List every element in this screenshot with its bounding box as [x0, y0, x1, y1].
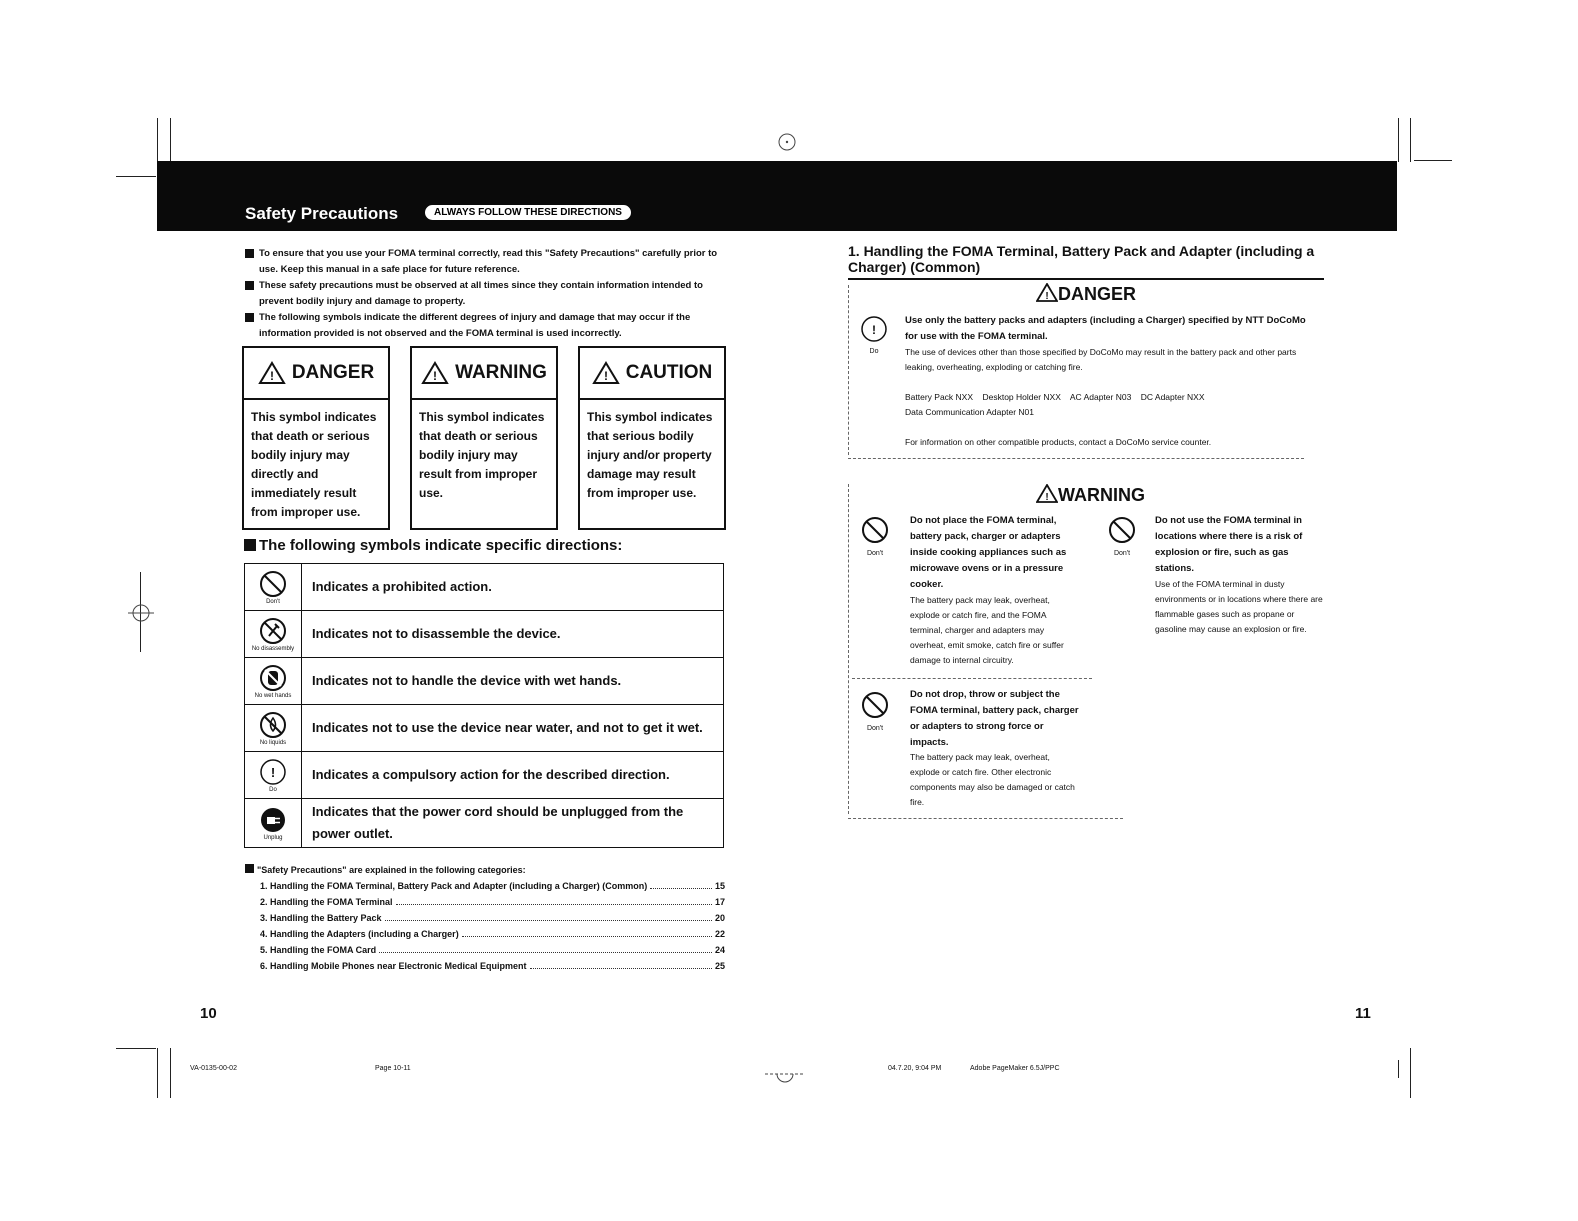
symbol-label: No wet hands	[254, 693, 292, 699]
crop-mark	[1398, 1060, 1399, 1078]
dont-label: Don't	[866, 550, 884, 557]
danger-section-heading: ! DANGER	[1036, 283, 1136, 305]
symbol-description: Indicates a compulsory action for the described direction.	[312, 767, 670, 782]
warning-frame-left	[848, 484, 849, 814]
warning-triangle-icon	[1036, 484, 1058, 503]
danger-main-text: Use only the battery packs and adapters (including a Charger) specified by NTT DoCoMo for use with the FOMA terminal.	[905, 315, 1306, 342]
prohibited-icon	[258, 569, 288, 599]
symbol-label: Unplug	[263, 835, 283, 841]
registration-mark-icon	[128, 600, 154, 626]
intro-bullet: To ensure that you use your FOMA terminal correctly, read this "Safety Precautions" carefully prior to use. Keep this manual in a safe place for future reference.	[245, 246, 725, 278]
danger-frame-bottom	[848, 458, 1304, 459]
prohibited-icon	[1107, 515, 1137, 545]
symbol-label: Don't	[266, 599, 280, 605]
warning-box-header	[412, 348, 556, 400]
warning-item-main: Do not use the FOMA terminal in locations where there is a risk of explosion or fire, such as gas stations.	[1155, 515, 1303, 574]
symbol-label: No disassembly	[251, 646, 295, 652]
no-liquids-icon	[258, 710, 288, 740]
symbols-heading: The following symbols indicate specific directions:	[244, 537, 622, 554]
crop-mark	[1410, 118, 1411, 162]
svg-text:!: !	[433, 369, 438, 383]
toc-item[interactable]: 4. Handling the Adapters (including a Charger) 22	[245, 926, 725, 942]
danger-title: DANGER	[291, 362, 375, 383]
danger-frame-left	[848, 285, 849, 455]
svg-text:!: !	[269, 369, 274, 383]
footer-pages: Page 10-11	[375, 1065, 411, 1072]
crop-mark	[170, 118, 171, 162]
crop-mark	[116, 1048, 156, 1049]
symbol-description: Indicates that the power cord should be unplugged from the power outlet.	[312, 804, 684, 841]
warning-item-detail: The battery pack may leak, overheat, explode or catch fire, and the FOMA terminal, charger and adapters may overheat, emit smoke, catch fire or suffer damage to internal circuitry.	[910, 595, 1064, 665]
warning-section-heading: ! WARNING	[1036, 484, 1145, 506]
follow-directions-badge: ALWAYS FOLLOW THESE DIRECTIONS	[425, 205, 631, 220]
symbol-label: No liquids	[259, 740, 287, 746]
warning-triangle-icon	[258, 361, 286, 385]
footer-code: VA-0135-00-02	[190, 1065, 237, 1072]
footer-app: Adobe PageMaker 6.5J/PPC	[970, 1065, 1060, 1072]
toc-item[interactable]: 6. Handling Mobile Phones near Electronic Medical Equipment 25	[245, 958, 725, 974]
symbol-cell	[245, 564, 302, 610]
symbol-description: Indicates not to use the device near water, and not to get it wet.	[312, 720, 703, 735]
compulsory-icon	[258, 757, 288, 787]
prohibited-icon	[860, 690, 890, 720]
toc-item[interactable]: 1. Handling the FOMA Terminal, Battery Pack and Adapter (including a Charger) (Common) 15	[245, 878, 725, 894]
danger-detail-text: The use of devices other than those specified by DoCoMo may result in the battery pack and other parts leaking, overheating, exploding or catching fire.	[905, 347, 1297, 372]
intro-bullet: The following symbols indicate the different degrees of injury and damage that may occur if the information provided is not observed and the FOMA terminal is used incorrectly.	[245, 310, 725, 342]
warning-frame-bottom	[848, 818, 1123, 819]
danger-contact-text: For information on other compatible products, contact a DoCoMo service counter.	[905, 437, 1212, 447]
svg-text:!: !	[872, 323, 876, 337]
crop-mark	[157, 1048, 158, 1098]
no-disassembly-icon	[258, 616, 288, 646]
symbol-cell	[245, 611, 302, 657]
dont-symbol	[1107, 515, 1137, 557]
compulsory-icon	[860, 315, 888, 343]
svg-text:!: !	[270, 765, 276, 780]
warning-description: This symbol indicates that death or serious bodily injury may result from improper use.	[419, 410, 545, 500]
registration-mark-icon	[765, 1062, 805, 1086]
crop-mark	[170, 1048, 171, 1098]
symbol-description: Indicates a prohibited action.	[312, 579, 492, 594]
svg-text:!: !	[1045, 291, 1049, 302]
dont-label: Don't	[866, 725, 884, 732]
page-number-right: 11	[1355, 1005, 1371, 1022]
symbol-description: Indicates not to handle the device with wet hands.	[312, 673, 622, 688]
warning-triangle-icon	[421, 361, 449, 385]
section-title: 1. Handling the FOMA Terminal, Battery Pack and Adapter (including a Charger) (Common)	[848, 243, 1324, 280]
svg-text:!: !	[1045, 492, 1049, 503]
table-row	[245, 705, 723, 752]
symbol-cell	[245, 658, 302, 704]
unplug-icon	[258, 805, 288, 835]
caution-description: This symbol indicates that serious bodily injury and/or property damage may result from improper use.	[587, 410, 713, 500]
warning-item-main: Do not place the FOMA terminal, battery pack, charger or adapters inside cooking appliances such as microwave ovens or in a pressure cooker.	[910, 515, 1067, 590]
table-row	[245, 799, 723, 847]
prohibited-icon	[860, 515, 890, 545]
warning-item-divider	[852, 678, 1092, 679]
warning-box	[410, 346, 558, 530]
warning-item-main: Do not drop, throw or subject the FOMA terminal, battery pack, charger or adapters to strong force or impacts.	[910, 689, 1079, 748]
dont-label: Don't	[1113, 550, 1131, 557]
crop-mark	[1414, 160, 1452, 161]
intro-bullet: These safety precautions must be observed at all times since they contain information intended to prevent bodily injury and damage to property.	[245, 278, 725, 310]
warning-triangle-icon	[1036, 283, 1058, 302]
danger-products-text: Battery Pack NXX Desktop Holder NXX AC Adapter N03 DC Adapter NXX	[905, 392, 1205, 402]
toc-item[interactable]: 2. Handling the FOMA Terminal 17	[245, 894, 725, 910]
footer-timestamp: 04.7.20, 9:04 PM	[888, 1065, 942, 1072]
symbol-cell	[245, 799, 302, 847]
danger-box	[242, 346, 390, 530]
caution-box-header	[580, 348, 724, 400]
header-bar	[157, 161, 1397, 231]
toc-item[interactable]: 5. Handling the FOMA Card 24	[245, 942, 725, 958]
table-row	[245, 564, 723, 611]
table-row	[245, 611, 723, 658]
danger-box-header	[244, 348, 388, 400]
intro-bullets	[245, 246, 725, 342]
caution-box	[578, 346, 726, 530]
registration-mark-icon	[775, 130, 799, 154]
crop-mark	[157, 118, 158, 162]
toc-item[interactable]: 3. Handling the Battery Pack 20	[245, 910, 725, 926]
categories-heading: "Safety Precautions" are explained in the following categories:	[245, 862, 725, 878]
symbol-cell	[245, 705, 302, 751]
svg-text:!: !	[603, 369, 608, 383]
danger-products-text: Data Communication Adapter N01	[905, 407, 1034, 417]
symbol-label: Do	[269, 787, 277, 793]
symbol-description: Indicates not to disassemble the device.	[312, 626, 561, 641]
caution-title: CAUTION	[625, 362, 713, 383]
symbol-cell	[245, 752, 302, 798]
dont-symbol	[860, 515, 890, 557]
no-wet-hands-icon	[258, 663, 288, 693]
symbols-table	[244, 563, 724, 848]
danger-description: This symbol indicates that death or serious bodily injury may directly and immediately result from improper use.	[251, 410, 377, 519]
crop-mark	[1410, 1048, 1411, 1098]
warning-triangle-icon	[592, 361, 620, 385]
page-title: Safety Precautions	[245, 204, 399, 223]
do-label: Do	[869, 348, 879, 355]
page-number-left: 10	[200, 1005, 217, 1022]
categories-list	[245, 862, 725, 974]
crop-mark	[116, 176, 156, 177]
warning-item-detail: The battery pack may leak, overheat, explode or catch fire. Other electronic components may also be damaged or catch fire.	[910, 752, 1075, 807]
warning-item-detail: Use of the FOMA terminal in dusty environments or in locations where there are flammable gases such as propane or gasoline may cause an explosion or fire.	[1155, 579, 1323, 634]
warning-title: WARNING	[455, 362, 547, 383]
table-row	[245, 752, 723, 799]
table-row	[245, 658, 723, 705]
do-symbol	[860, 315, 888, 355]
crop-mark	[1398, 118, 1399, 162]
dont-symbol	[860, 690, 890, 732]
